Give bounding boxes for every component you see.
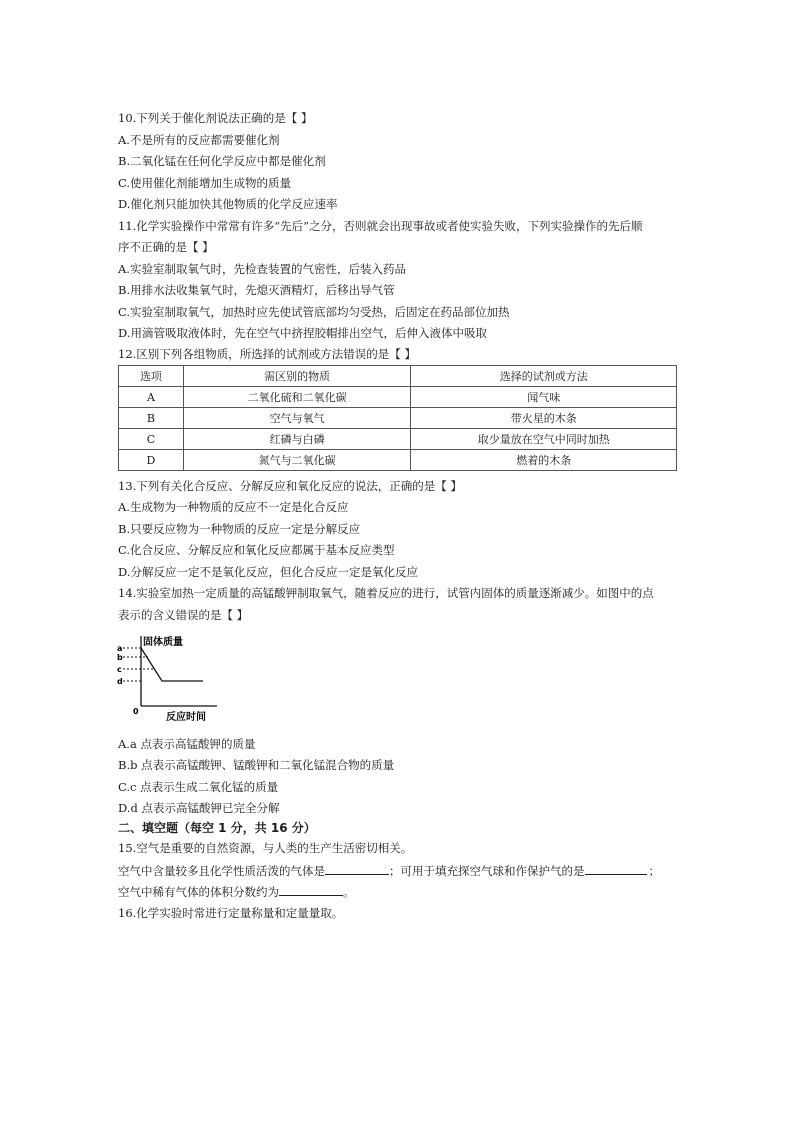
q10-option-a: A.不是所有的反应都需要催化剂 [118, 133, 280, 147]
q14-stem-line2: 表示的含义错误的是【 】 [118, 608, 249, 622]
table-header-cell: 需区别的物质 [183, 366, 411, 387]
table-header-cell: 选项 [119, 366, 184, 387]
q13-stem: 13.下列有关化合反应、分解反应和氧化反应的说法，正确的是【 】 [118, 479, 462, 493]
q15-blank-3[interactable] [279, 884, 343, 896]
table-row [119, 387, 677, 408]
q13-option-d: D.分解反应一定不是氧化反应，但化合反应一定是氧化反应 [118, 565, 418, 579]
table-cell: 二氧化硫和二氧化碳 [183, 387, 411, 408]
q11-stem-line1: 11.化学实验操作中常常有许多“先后”之分，否则就会出现事故或者使实验失败，下列实验操作的先后顺 [118, 219, 643, 233]
table-header-cell: 选择的试剂或方法 [411, 366, 677, 387]
point-b-label: b [117, 653, 123, 662]
origin-label: 0 [133, 707, 139, 716]
q15-fill-line2 [118, 884, 355, 899]
q14-mass-time-graph [112, 630, 232, 726]
table-cell: B [119, 408, 184, 429]
table-cell: 取少量放在空气中同时加热 [411, 429, 677, 450]
q14-option-a: A.a 点表示高锰酸钾的质量 [118, 737, 256, 751]
q14-option-d: D.d 点表示高锰酸钾已完全分解 [118, 801, 280, 815]
q15-text-part5: 。 [343, 885, 355, 899]
q15-blank-1[interactable] [325, 863, 389, 875]
mass-curve [141, 648, 203, 681]
q15-blank-2[interactable] [585, 863, 647, 875]
q13-option-b: B.只要反应物为一种物质的反应一定是分解反应 [118, 522, 361, 536]
q11-option-b: B.用排水法收集氧气时，先熄灭酒精灯，后移出导气管 [118, 283, 395, 297]
q12-table [118, 365, 677, 471]
table-row [119, 450, 677, 471]
q12-stem: 12.区别下列各组物质，所选择的试剂或方法错误的是【 】 [118, 347, 416, 361]
table-cell: 氮气与二氧化碳 [183, 450, 411, 471]
q15-text-part4: 空气中稀有气体的体积分数约为 [118, 885, 279, 899]
q15-text-part1: 空气中含量较多且化学性质活泼的气体是 [118, 864, 325, 878]
table-cell: A [119, 387, 184, 408]
q15-stem: 15.空气是重要的自然资源，与人类的生产生活密切相关。 [118, 841, 413, 855]
q15-text-part2: ；可用于填充探空气球和作保护气的是 [389, 864, 585, 878]
table-header-row [119, 366, 677, 387]
q16-stem: 16.化学实验时常进行定量称量和定量量取。 [118, 906, 344, 920]
q14-option-c: C.c 点表示生成二氧化锰的质量 [118, 780, 279, 794]
q10-option-d: D.催化剂只能加快其他物质的化学反应速率 [118, 197, 338, 211]
q11-option-d: D.用滴管吸取液体时，先在空气中挤捏胶帽排出空气，后伸入液体中吸取 [118, 326, 487, 340]
q13-option-c: C.化合反应、分解反应和氧化反应都属于基本反应类型 [118, 543, 395, 557]
q11-stem-line2: 序不正确的是【 】 [118, 240, 214, 254]
table-cell: 带火星的木条 [411, 408, 677, 429]
point-a-label: a [117, 644, 123, 653]
x-axis-label: 反应时间 [166, 712, 206, 723]
q14-option-b: B.b 点表示高锰酸钾、锰酸钾和二氧化锰混合物的质量 [118, 758, 395, 772]
table-cell: 燃着的木条 [411, 450, 677, 471]
table-cell: C [119, 429, 184, 450]
table-cell: 红磷与白磷 [183, 429, 411, 450]
q13-option-a: A.生成物为一种物质的反应不一定是化合反应 [118, 500, 349, 514]
q10-stem: 10.下列关于催化剂说法正确的是【 】 [118, 111, 313, 125]
q10-option-c: C.使用催化剂能增加生成物的质量 [118, 176, 292, 190]
q15-fill-line1 [118, 863, 660, 878]
point-d-label: d [117, 677, 123, 686]
point-c-label: c [117, 665, 122, 674]
table-cell: D [119, 450, 184, 471]
q11-option-a: A.实验室制取氧气时，先检查装置的气密性，后装入药品 [118, 262, 406, 276]
table-cell: 空气与氧气 [183, 408, 411, 429]
y-axis-label: 固体质量 [143, 637, 183, 648]
table-cell: 闻气味 [411, 387, 677, 408]
table-row [119, 429, 677, 450]
q11-option-c: C.实验室制取氧气，加热时应先使试管底部均匀受热，后固定在药品部位加热 [118, 305, 510, 319]
section-title: 二、填空题（每空 1 分，共 16 分） [118, 821, 316, 835]
q10-option-b: B.二氧化锰在任何化学反应中都是催化剂 [118, 154, 326, 168]
q15-text-part3: ； [648, 864, 660, 878]
table-row [119, 408, 677, 429]
q14-stem-line1: 14.实验室加热一定质量的高锰酸钾制取氧气，随着反应的进行，试管内固体的质量逐渐减少。如图中的点 [118, 586, 654, 600]
